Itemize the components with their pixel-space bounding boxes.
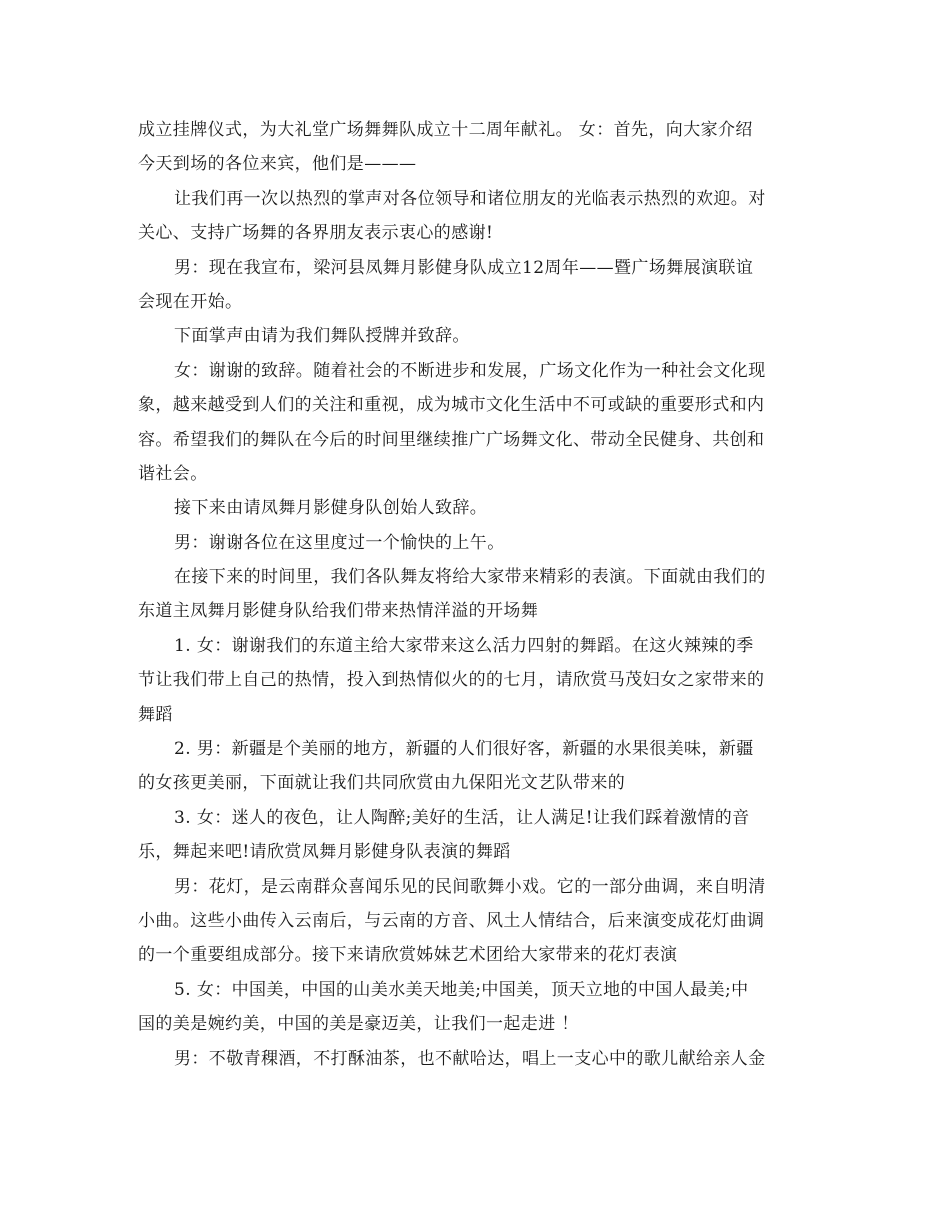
text-line: 成立挂牌仪式，为大礼堂广场舞舞队成立十二周年献礼。 女：首先，向大家介绍 (138, 120, 753, 140)
text-line: 乐，舞起来吧!请欣赏凤舞月影健身队表演的舞蹈 (138, 842, 511, 863)
text-line: 让我们再一次以热烈的掌声对各位领导和诸位朋友的光临表示热烈的欢迎。对 (174, 188, 766, 209)
text-line: 会现在开始。 (138, 291, 243, 312)
text-line: 在接下来的时间里，我们各队舞友将给大家带来精彩的表演。下面就由我们的 (174, 567, 766, 588)
text-line: 象，越来越受到人们的关注和重视，成为城市文化生活中不可或缺的重要形式和内 (138, 395, 765, 416)
text-line: 容。希望我们的舞队在今后的时间里继续推广广场舞文化、带动全民健身、共创和 (138, 429, 765, 450)
text-line: 的女孩更美丽，下面就让我们共同欣赏由九保阳光文艺队带来的 (138, 773, 626, 794)
document-body (138, 115, 818, 1078)
text-line: 东道主凤舞月影健身队给我们带来热情洋溢的开场舞 (138, 601, 539, 622)
text-line: 3. 女：迷人的夜色，让人陶醉;美好的生活，让人满足!让我们踩着激情的音 (174, 807, 750, 828)
text-line: 5. 女：中国美，中国的山美水美天地美;中国美，顶天立地的中国人最美;中 (174, 979, 749, 1000)
text-line: 女：谢谢的致辞。随着社会的不断进步和发展，广场文化作为一种社会文化现 (174, 360, 766, 381)
text-line: 谐社会。 (138, 463, 208, 484)
text-line: 1. 女：谢谢我们的东道主给大家带来这么活力四射的舞蹈。在这火辣辣的季 (174, 635, 754, 656)
text-line: 舞蹈 (138, 704, 173, 725)
text-line: 节让我们带上自己的热情，投入到热情似火的的七月，请欣赏马茂妇女之家带来的 (138, 670, 765, 691)
text-line: 下面掌声由请为我们舞队授牌并致辞。 (174, 326, 470, 347)
text-line: 男：花灯，是云南群众喜闻乐见的民间歌舞小戏。它的一部分曲调，来自明清 (174, 876, 766, 897)
text-line: 男：不敬青稞酒，不打酥油茶，也不献哈达，唱上一支心中的歌儿献给亲人金 (174, 1048, 766, 1069)
text-line: 今天到场的各位来宾，他们是——— (138, 154, 417, 175)
text-line: 关心、支持广场舞的各界朋友表示衷心的感谢! (138, 223, 494, 244)
text-line: 接下来由请凤舞月影健身队创始人致辞。 (174, 498, 488, 519)
text-line: 小曲。这些小曲传入云南后，与云南的方音、风土人情结合，后来演变成花灯曲调 (138, 910, 765, 931)
text-line: 2. 男：新疆是个美丽的地方，新疆的人们很好客，新疆的水果很美味，新疆 (174, 739, 754, 760)
text-line: 男：现在我宣布，梁河县凤舞月影健身队成立12周年——暨广场舞展演联谊 (174, 257, 754, 278)
text-line: 的一个重要组成部分。接下来请欣赏姊妹艺术团给大家带来的花灯表演 (138, 945, 678, 966)
text-line: 男：谢谢各位在这里度过一个愉快的上午。 (174, 532, 505, 553)
text-line: 国的美是婉约美，中国的美是豪迈美，让我们一起走进 ！ (138, 1014, 579, 1035)
